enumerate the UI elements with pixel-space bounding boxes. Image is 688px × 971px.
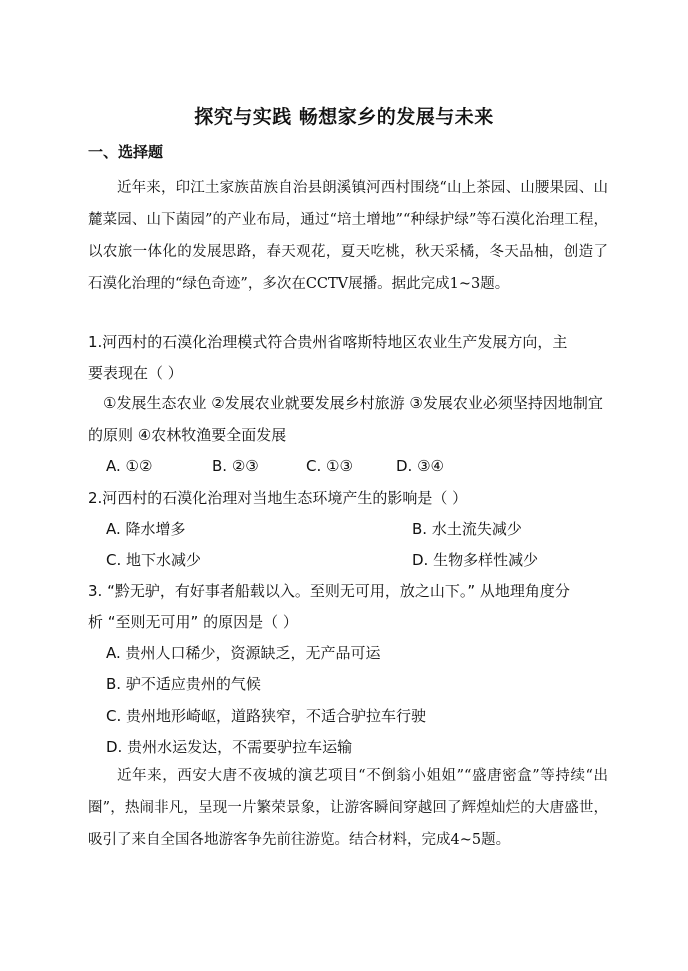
q1-option-c: C. ①③ xyxy=(306,457,353,475)
passage-1: 近年来，印江土家族苗族自治县朗溪镇河西村围绕“山上茶园、山腰果园、山麓菜园、山下菌园”的产业布局，通过“培土增地”“种绿护绿”等石漠化治理工程，以农旅一体化的发展思路，春天观花，夏天吃桃，秋天采橘，冬天品柚，创造了石漠化治理的“绿色奇迹”，多次在CCTV展播。据此完成1~3题。 xyxy=(88,180,608,292)
q1-stem-line1: 1.河西村的石漠化治理模式符合贵州省喀斯特地区农业生产发展方向，主 xyxy=(88,333,568,351)
q1-statements: ①发展生态农业 ②发展农业就要发展乡村旅游 ③发展农业必须坚持因地制宜的原则 ④农林牧渔要全面发展 xyxy=(88,394,603,444)
section-heading: 一、选择题 xyxy=(88,143,164,161)
passage-2: 近年来，西安大唐不夜城的演艺项目“不倒翁小姐姐”“盛唐密盒”等持续“出圈”，热闹非凡，呈现一片繁荣景象，让游客瞬间穿越回了辉煌灿烂的大唐盛世，吸引了来自全国各地游客争先前往游览。结合材料，完成4~5题。 xyxy=(88,768,608,848)
q3-stem-line2: 析 “至则无可用” 的原因是（ ） xyxy=(88,613,298,631)
q2-stem: 2.河西村的石漠化治理对当地生态环境产生的影响是（ ） xyxy=(88,489,468,507)
q1-stem-line2: 要表现在（ ） xyxy=(88,364,183,382)
q2-option-b: B. 水土流失减少 xyxy=(412,520,522,538)
q3-option-a: A. 贵州人口稀少，资源缺乏，无产品可运 xyxy=(106,644,381,662)
q3-option-c: C. 贵州地形崎岖，道路狭窄，不适合驴拉车行驶 xyxy=(106,707,427,725)
q2-option-a: A. 降水增多 xyxy=(106,520,186,538)
q2-option-c: C. 地下水减少 xyxy=(106,551,202,569)
q3-option-b: B. 驴不适应贵州的气候 xyxy=(106,675,261,693)
page-title: 探究与实践 畅想家乡的发展与未来 xyxy=(194,106,494,128)
q3-option-d: D. 贵州水运发达，不需要驴拉车运输 xyxy=(106,738,353,756)
q3-stem-line1: 3. “黔无驴，有好事者船载以入。至则无可用，放之山下。” 从地理角度分 xyxy=(88,582,570,600)
q1-option-b: B. ②③ xyxy=(212,457,259,475)
q2-option-d: D. 生物多样性减少 xyxy=(412,551,539,569)
q1-option-d: D. ③④ xyxy=(396,457,444,475)
q1-option-a: A. ①② xyxy=(106,457,153,475)
